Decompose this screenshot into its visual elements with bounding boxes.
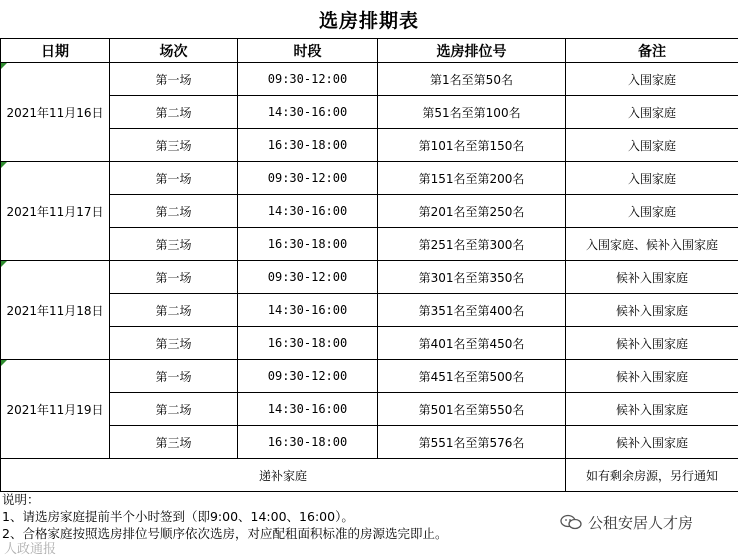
note-cell: 入围家庭 xyxy=(566,195,738,228)
wechat-icon xyxy=(560,514,582,530)
session-cell: 第三场 xyxy=(110,228,238,261)
header-session: 场次 xyxy=(110,39,238,63)
rank-range-cell: 第51名至第100名 xyxy=(378,96,566,129)
table-row-supplementary xyxy=(1,459,738,492)
rank-range-cell: 第201名至第250名 xyxy=(378,195,566,228)
date-text: 2021年11月16日 xyxy=(6,105,104,120)
watermark-source-text: 人政通报 xyxy=(4,542,57,557)
table-row xyxy=(1,129,738,162)
time-cell: 16:30-18:00 xyxy=(238,228,378,261)
rank-range-cell: 第101名至第150名 xyxy=(378,129,566,162)
session-cell: 第三场 xyxy=(110,129,238,162)
time-cell: 14:30-16:00 xyxy=(238,96,378,129)
note-cell: 候补入围家庭 xyxy=(566,327,738,360)
rank-range-cell: 第501名至第550名 xyxy=(378,393,566,426)
table-row xyxy=(1,393,738,426)
note-cell: 入围家庭、候补入围家庭 xyxy=(566,228,738,261)
table-row xyxy=(1,294,738,327)
table-row xyxy=(1,162,738,195)
time-cell: 09:30-12:00 xyxy=(238,162,378,195)
date-cell xyxy=(1,261,110,360)
date-cell xyxy=(1,63,110,162)
table-row xyxy=(1,360,738,393)
time-cell: 09:30-12:00 xyxy=(238,360,378,393)
session-cell: 第一场 xyxy=(110,162,238,195)
time-cell: 14:30-16:00 xyxy=(238,393,378,426)
table-row xyxy=(1,426,738,459)
table-row xyxy=(1,195,738,228)
rank-range-cell: 第451名至第500名 xyxy=(378,360,566,393)
rank-range-cell: 第251名至第300名 xyxy=(378,228,566,261)
header-date: 日期 xyxy=(1,39,110,63)
rank-range-cell: 第301名至第350名 xyxy=(378,261,566,294)
notes-heading: 说明： xyxy=(2,492,40,507)
schedule-table xyxy=(0,38,738,492)
date-text: 2021年11月17日 xyxy=(6,204,104,219)
time-cell: 14:30-16:00 xyxy=(238,195,378,228)
header-time: 时段 xyxy=(238,39,378,63)
session-cell: 第三场 xyxy=(110,426,238,459)
time-cell: 16:30-18:00 xyxy=(238,327,378,360)
session-cell: 第三场 xyxy=(110,327,238,360)
note-cell: 候补入围家庭 xyxy=(566,294,738,327)
page-title: 选房排期表 xyxy=(318,10,419,32)
time-cell: 16:30-18:00 xyxy=(238,426,378,459)
session-cell: 第一场 xyxy=(110,63,238,96)
note-cell: 候补入围家庭 xyxy=(566,393,738,426)
date-text: 2021年11月19日 xyxy=(6,402,104,417)
rank-range-cell: 第551名至第576名 xyxy=(378,426,566,459)
cell-comment-marker xyxy=(1,63,7,69)
note-cell: 入围家庭 xyxy=(566,63,738,96)
date-cell xyxy=(1,360,110,459)
session-cell: 第二场 xyxy=(110,393,238,426)
cell-comment-marker xyxy=(1,360,7,366)
watermark-account xyxy=(560,512,693,533)
watermark-account-text: 公租安居人才房 xyxy=(588,514,694,532)
note-line-1: 1、请选房家庭提前半个小时签到（即9:00、14:00、16:00）。 xyxy=(2,509,354,524)
session-cell: 第一场 xyxy=(110,360,238,393)
time-cell: 09:30-12:00 xyxy=(238,261,378,294)
supplementary-label: 递补家庭 xyxy=(1,459,566,492)
rank-range-cell: 第401名至第450名 xyxy=(378,327,566,360)
cell-comment-marker xyxy=(1,261,7,267)
rank-range-cell: 第351名至第400名 xyxy=(378,294,566,327)
note-cell: 入围家庭 xyxy=(566,129,738,162)
session-cell: 第一场 xyxy=(110,261,238,294)
table-row xyxy=(1,63,738,96)
table-header-row xyxy=(1,39,738,63)
table-row xyxy=(1,228,738,261)
table-row xyxy=(1,96,738,129)
time-cell: 09:30-12:00 xyxy=(238,63,378,96)
note-cell: 入围家庭 xyxy=(566,162,738,195)
note-line-2: 2、合格家庭按照选房排位号顺序依次选房，对应配租面积标准的房源选完即止。 xyxy=(2,526,448,541)
session-cell: 第二场 xyxy=(110,294,238,327)
date-cell xyxy=(1,162,110,261)
time-cell: 16:30-18:00 xyxy=(238,129,378,162)
rank-range-cell: 第151名至第200名 xyxy=(378,162,566,195)
header-rank-range: 选房排位号 xyxy=(378,39,566,63)
supplementary-note: 如有剩余房源，另行通知 xyxy=(566,459,738,492)
date-text: 2021年11月18日 xyxy=(6,303,104,318)
session-cell: 第二场 xyxy=(110,96,238,129)
time-cell: 14:30-16:00 xyxy=(238,294,378,327)
cell-comment-marker xyxy=(1,162,7,168)
rank-range-cell: 第1名至第50名 xyxy=(378,63,566,96)
watermark-source xyxy=(4,538,56,557)
table-row xyxy=(1,261,738,294)
note-cell: 候补入围家庭 xyxy=(566,360,738,393)
session-cell: 第二场 xyxy=(110,195,238,228)
note-cell: 候补入围家庭 xyxy=(566,426,738,459)
note-cell: 入围家庭 xyxy=(566,96,738,129)
note-cell: 候补入围家庭 xyxy=(566,261,738,294)
header-note: 备注 xyxy=(566,39,738,63)
table-row xyxy=(1,327,738,360)
